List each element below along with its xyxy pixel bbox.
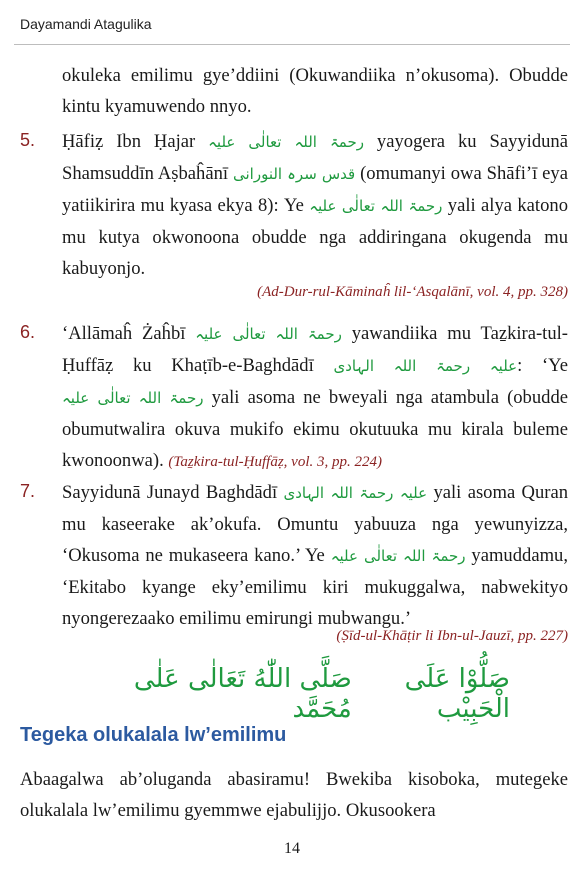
item-text: Sayyidunā Junayd Baghdādī [62,482,278,503]
citation: (Ad-Dur-rul-Kāminaĥ lil-‘Asqalānī, vol. 4, pp. 328) [257,284,568,300]
list-item [62,477,568,634]
item-text: yali asoma Quran mu kaseerake ak’okufa. Omuntu yabuuza nga yewunyizza, ‘Okusoma ne mukaseera kano.’ Ye [62,482,569,566]
item-text: yamuddamu, ‘Ekitabo kyange eky’emilimu kiri mukuggalwa, nabwekityo nyongerezaako emilimu emirungi mubwangu.’ [62,545,568,629]
list-item [62,318,568,478]
durood-line [110,664,510,724]
durood-left: صَلَّی اللّٰهُ تَعَالٰی عَلٰی مُحَمَّد [133,664,352,724]
arabic-honorific: رحمۃ اللہ تعالٰی علیہ [208,133,364,151]
item-number: 5. [20,130,36,150]
header-divider [14,44,570,45]
list-item [62,126,568,284]
item-text: yawandiika mu Taẕkira-tul-Ḥuffāẓ ku Khaṭīb-e-Baghdādī [62,323,568,376]
item-text: : ‘Ye [517,355,568,376]
item-text: Ḥāfiẓ Ibn Ḥajar [62,131,196,152]
arabic-honorific: رحمۃ اللہ تعالٰی علیہ [309,197,443,215]
durood-right: صَلُّوْا عَلَى الْحَبِیْب [404,664,510,724]
item-text: (omumanyi owa Shāfi’ī eya yatiikirira mu kyasa ekya 8): Ye [62,163,568,216]
arabic-honorific: رحمۃ اللہ تعالٰی علیہ [195,325,342,343]
arabic-honorific: علیہ رحمۃ اللہ الہادی [333,357,518,375]
citation: (Ṣīd-ul-Khāṭir li Ibn-ul-Jauzī, pp. 227) [336,628,568,644]
section-heading: Tegeka olukalala lw’emilimu [20,724,287,746]
intro-paragraph: okuleka emilimu gye’ddiini (Okuwandiika n’okusoma). Obudde kintu kyamuwendo nnyo. [62,65,568,117]
item-number: 7. [20,481,36,501]
arabic-honorific: قدس سرہ النورانی [233,165,356,183]
body-paragraph: Abaagalwa ab’oluganda abasiramu! Bwekiba kisoboka, mutegeke olukalala lw’emilimu gyemmwe ejabulijjo. Okusookera [20,769,568,821]
arabic-honorific: رحمۃ اللہ تعالٰی علیہ [330,547,466,565]
item-number: 6. [20,322,36,342]
citation: (Taẕkira-tul-Ḥuffāẓ, vol. 3, pp. 224) [168,454,383,470]
running-header: Dayamandi Atagulika [20,16,152,32]
item-text: yali alya katono mu kutya okwonoona obudde nga addiringana okugenda mu kabuyonjo. [62,195,568,279]
arabic-honorific: علیہ رحمۃ اللہ الہادی [283,484,428,502]
item-text: yayogera ku Sayyidunā Shamsuddīn Aṣbaĥānī [62,131,568,184]
arabic-honorific: رحمۃ اللہ تعالٰی علیہ [62,389,204,407]
item-text: ‘Allāmaĥ Żaĥbī [62,323,186,344]
page-number: 14 [284,840,300,857]
item-text: yali asoma ne bweyali nga atambula (obudde obumutwalira okuva mukifo ekimu okutuuka mu kirala buleme kwonoonwa). [62,387,569,471]
